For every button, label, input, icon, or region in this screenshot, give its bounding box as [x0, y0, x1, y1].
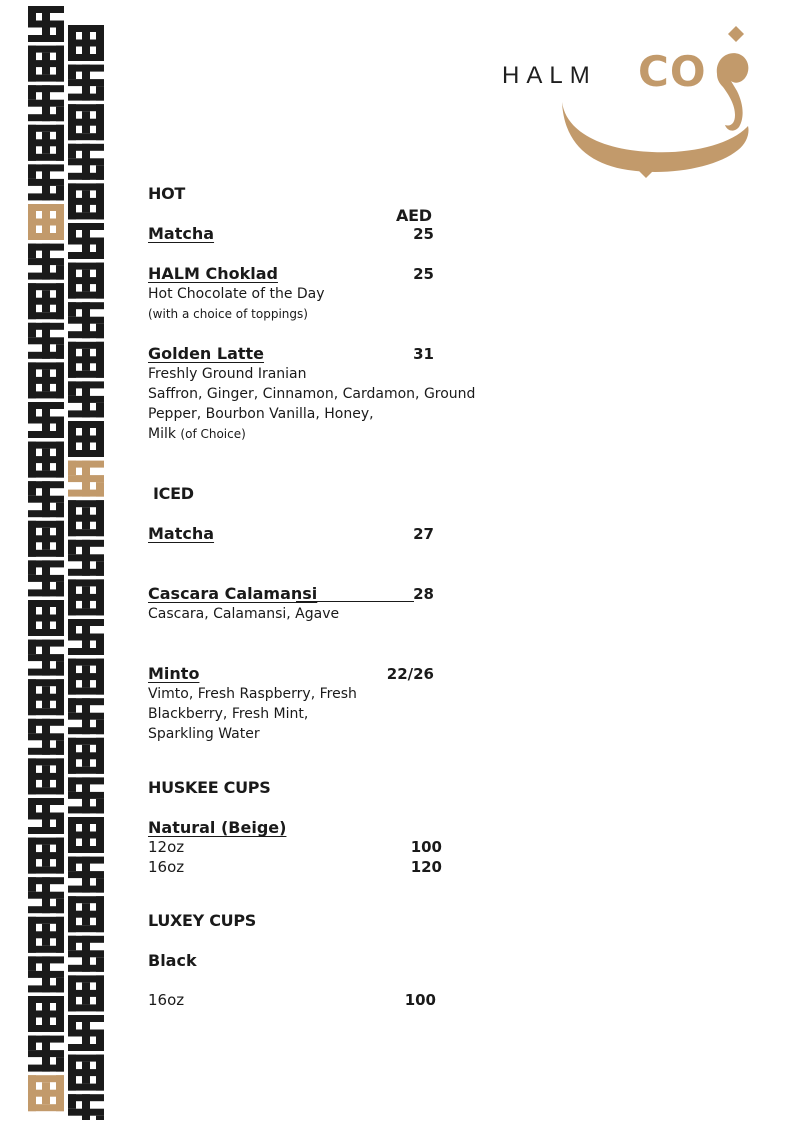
iced-minto-price: 22/26 — [386, 665, 434, 683]
pattern-glyph — [68, 659, 104, 695]
pattern-glyph — [68, 1015, 104, 1051]
hot-matcha-price: 25 — [413, 225, 434, 243]
currency-header: AED — [396, 206, 432, 225]
pattern-glyph — [68, 540, 104, 576]
pattern-glyph — [68, 698, 104, 734]
pattern-glyph — [28, 362, 64, 398]
pattern-glyph — [68, 857, 104, 893]
pattern-glyph — [28, 164, 64, 200]
pattern-glyph — [28, 1075, 64, 1111]
pattern-glyph — [68, 500, 104, 536]
pattern-glyph — [28, 640, 64, 676]
pattern-glyph — [68, 975, 104, 1011]
luxey-size-16oz: 16oz — [148, 991, 185, 1009]
pattern-glyph — [68, 65, 104, 101]
logo-co-text: CO — [638, 47, 707, 96]
decorative-pattern — [28, 6, 104, 1120]
pattern-glyph — [28, 6, 64, 42]
iced-minto-desc-3: Sparkling Water — [148, 726, 260, 742]
pattern-glyph — [68, 936, 104, 972]
pattern-glyph — [28, 1036, 64, 1072]
iced-minto-desc-2: Blackberry, Fresh Mint, — [148, 706, 309, 722]
pattern-glyph — [68, 817, 104, 853]
pattern-glyph — [28, 204, 64, 240]
pattern-glyph — [68, 183, 104, 219]
hot-choklad-price: 25 — [413, 265, 434, 283]
pattern-glyph — [28, 719, 64, 755]
iced-cascara-desc: Cascara, Calamansi, Agave — [148, 606, 340, 622]
luxey-subtitle: Black — [148, 951, 197, 970]
iced-cascara-name: Cascara Calamansi — [148, 584, 318, 603]
hot-choklad-name: HALM Choklad — [148, 264, 278, 283]
iced-minto-name: Minto — [148, 664, 200, 683]
pattern-glyph — [68, 144, 104, 180]
section-huskee-title: HUSKEE CUPS — [148, 778, 271, 797]
huskee-size-16oz: 16oz — [148, 858, 185, 876]
pattern-glyph — [28, 283, 64, 319]
halm-cofe-logo — [502, 22, 764, 182]
hot-choklad-desc: Hot Chocolate of the Day — [148, 286, 325, 302]
pattern-glyph — [28, 956, 64, 992]
pattern-glyph — [68, 461, 104, 497]
pattern-glyph — [28, 85, 64, 121]
logo-brand-text: HALM — [502, 62, 597, 89]
pattern-glyph — [28, 402, 64, 438]
section-iced-title: ICED — [153, 484, 194, 503]
hot-golden-latte-name: Golden Latte — [148, 344, 265, 363]
pattern-glyph — [28, 679, 64, 715]
pattern-glyph — [68, 1055, 104, 1091]
pattern-glyph — [28, 560, 64, 596]
iced-cascara-price: 28 — [413, 585, 434, 603]
hot-matcha-name: Matcha — [148, 224, 215, 243]
pattern-glyph — [28, 125, 64, 161]
pattern-glyph — [68, 1094, 104, 1120]
logo-calligraphy-icon — [502, 22, 764, 182]
pattern-glyph — [68, 421, 104, 457]
pattern-glyph — [28, 798, 64, 834]
pattern-glyph — [28, 481, 64, 517]
pattern-glyph — [28, 600, 64, 636]
pattern-glyph — [68, 104, 104, 140]
pattern-glyph — [68, 25, 104, 61]
huskee-subtitle: Natural (Beige) — [148, 818, 287, 837]
hot-golden-latte-desc-3: Pepper, Bourbon Vanilla, Honey, — [148, 406, 374, 422]
hot-golden-latte-desc-2: Saffron, Ginger, Cinnamon, Cardamon, Ground — [148, 386, 476, 402]
huskee-price-12oz: 100 — [410, 838, 442, 856]
pattern-glyph — [28, 838, 64, 874]
pattern-glyph — [68, 619, 104, 655]
pattern-glyph — [28, 917, 64, 953]
huskee-price-16oz: 120 — [410, 858, 442, 876]
pattern-glyph — [68, 223, 104, 259]
hot-golden-latte-price: 31 — [413, 345, 434, 363]
pattern-glyph — [68, 342, 104, 378]
pattern-glyph — [68, 263, 104, 299]
pattern-glyph — [28, 521, 64, 557]
pattern-glyph — [68, 738, 104, 774]
pattern-glyph — [28, 996, 64, 1032]
luxey-price-16oz: 100 — [404, 991, 436, 1009]
pattern-glyph — [68, 302, 104, 338]
pattern-glyph — [28, 244, 64, 280]
hot-golden-latte-desc-1: Freshly Ground Iranian — [148, 366, 307, 382]
section-luxey-title: LUXEY CUPS — [148, 911, 257, 930]
iced-minto-desc-1: Vimto, Fresh Raspberry, Fresh — [148, 686, 357, 702]
pattern-glyph — [28, 46, 64, 82]
iced-matcha-name: Matcha — [148, 524, 215, 543]
huskee-size-12oz: 12oz — [148, 838, 185, 856]
iced-matcha-price: 27 — [413, 525, 434, 543]
pattern-glyph — [68, 381, 104, 417]
pattern-glyph — [68, 896, 104, 932]
hot-golden-latte-desc-4: Milk (of Choice) — [148, 426, 246, 442]
section-hot-title: HOT — [148, 184, 186, 203]
pattern-glyph — [28, 758, 64, 794]
pattern-glyph — [68, 777, 104, 813]
pattern-glyph — [28, 442, 64, 478]
pattern-glyph — [28, 323, 64, 359]
pattern-glyph — [28, 877, 64, 913]
hot-choklad-note: (with a choice of toppings) — [148, 307, 308, 321]
pattern-glyph — [68, 579, 104, 615]
